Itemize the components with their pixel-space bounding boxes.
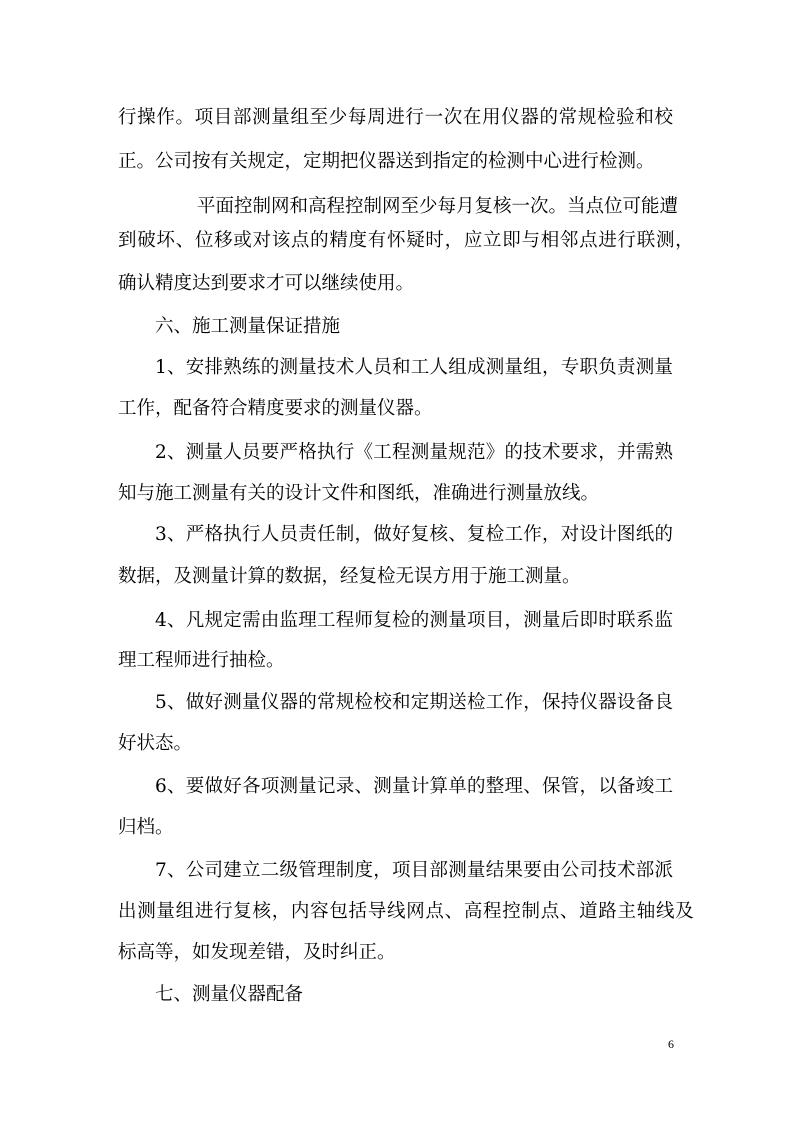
section-heading: 七、测量仪器配备 <box>155 984 304 1005</box>
text-line: 7、公司建立二级管理制度，项目部测量结果要由公司技术部派 <box>155 860 673 881</box>
text-line: 工作，配备符合精度要求的测量仪器。 <box>118 398 433 419</box>
text-line: 标高等，如发现差错，及时纠正。 <box>118 942 396 963</box>
text-line: 2、测量人员要严格执行《工程测量规范》的技术要求，并需熟 <box>155 442 673 463</box>
text-line: 归档。 <box>118 817 174 838</box>
text-line: 到破坏、位移或对该点的精度有怀疑时，应立即与相邻点进行联测， <box>118 230 693 251</box>
text-line: 平面控制网和高程控制网至少每月复核一次。当点位可能遭 <box>197 196 679 217</box>
text-line: 1、安排熟练的测量技术人员和工人组成测量组，专职负责测量 <box>155 357 673 378</box>
text-line: 6、要做好各项测量记录、测量计算单的整理、保管，以备竣工 <box>155 776 673 797</box>
text-line: 5、做好测量仪器的常规检校和定期送检工作，保持仪器设备良 <box>155 692 673 713</box>
text-line: 理工程师进行抽检。 <box>118 650 285 671</box>
text-line: 行操作。项目部测量组至少每周进行一次在用仪器的常规检验和校 <box>118 107 673 128</box>
text-line: 数据，及测量计算的数据，经复检无误方用于施工测量。 <box>118 566 581 587</box>
text-line: 正。公司按有关规定，定期把仪器送到指定的检测中心进行检测。 <box>118 151 655 172</box>
text-line: 4、凡规定需由监理工程师复检的测量项目，测量后即时联系监 <box>155 610 673 631</box>
page-number: 6 <box>668 1037 674 1051</box>
text-line: 知与施工测量有关的设计文件和图纸，准确进行测量放线。 <box>118 483 600 504</box>
text-line: 好状态。 <box>118 733 193 754</box>
section-heading: 六、施工测量保证措施 <box>155 316 341 337</box>
text-line: 3、严格执行人员责任制，做好复核、复检工作，对设计图纸的 <box>155 524 673 545</box>
text-line: 出测量组进行复核，内容包括导线网点、高程控制点、道路主轴线及 <box>118 901 693 922</box>
text-line: 确认精度达到要求才可以继续使用。 <box>118 273 415 294</box>
